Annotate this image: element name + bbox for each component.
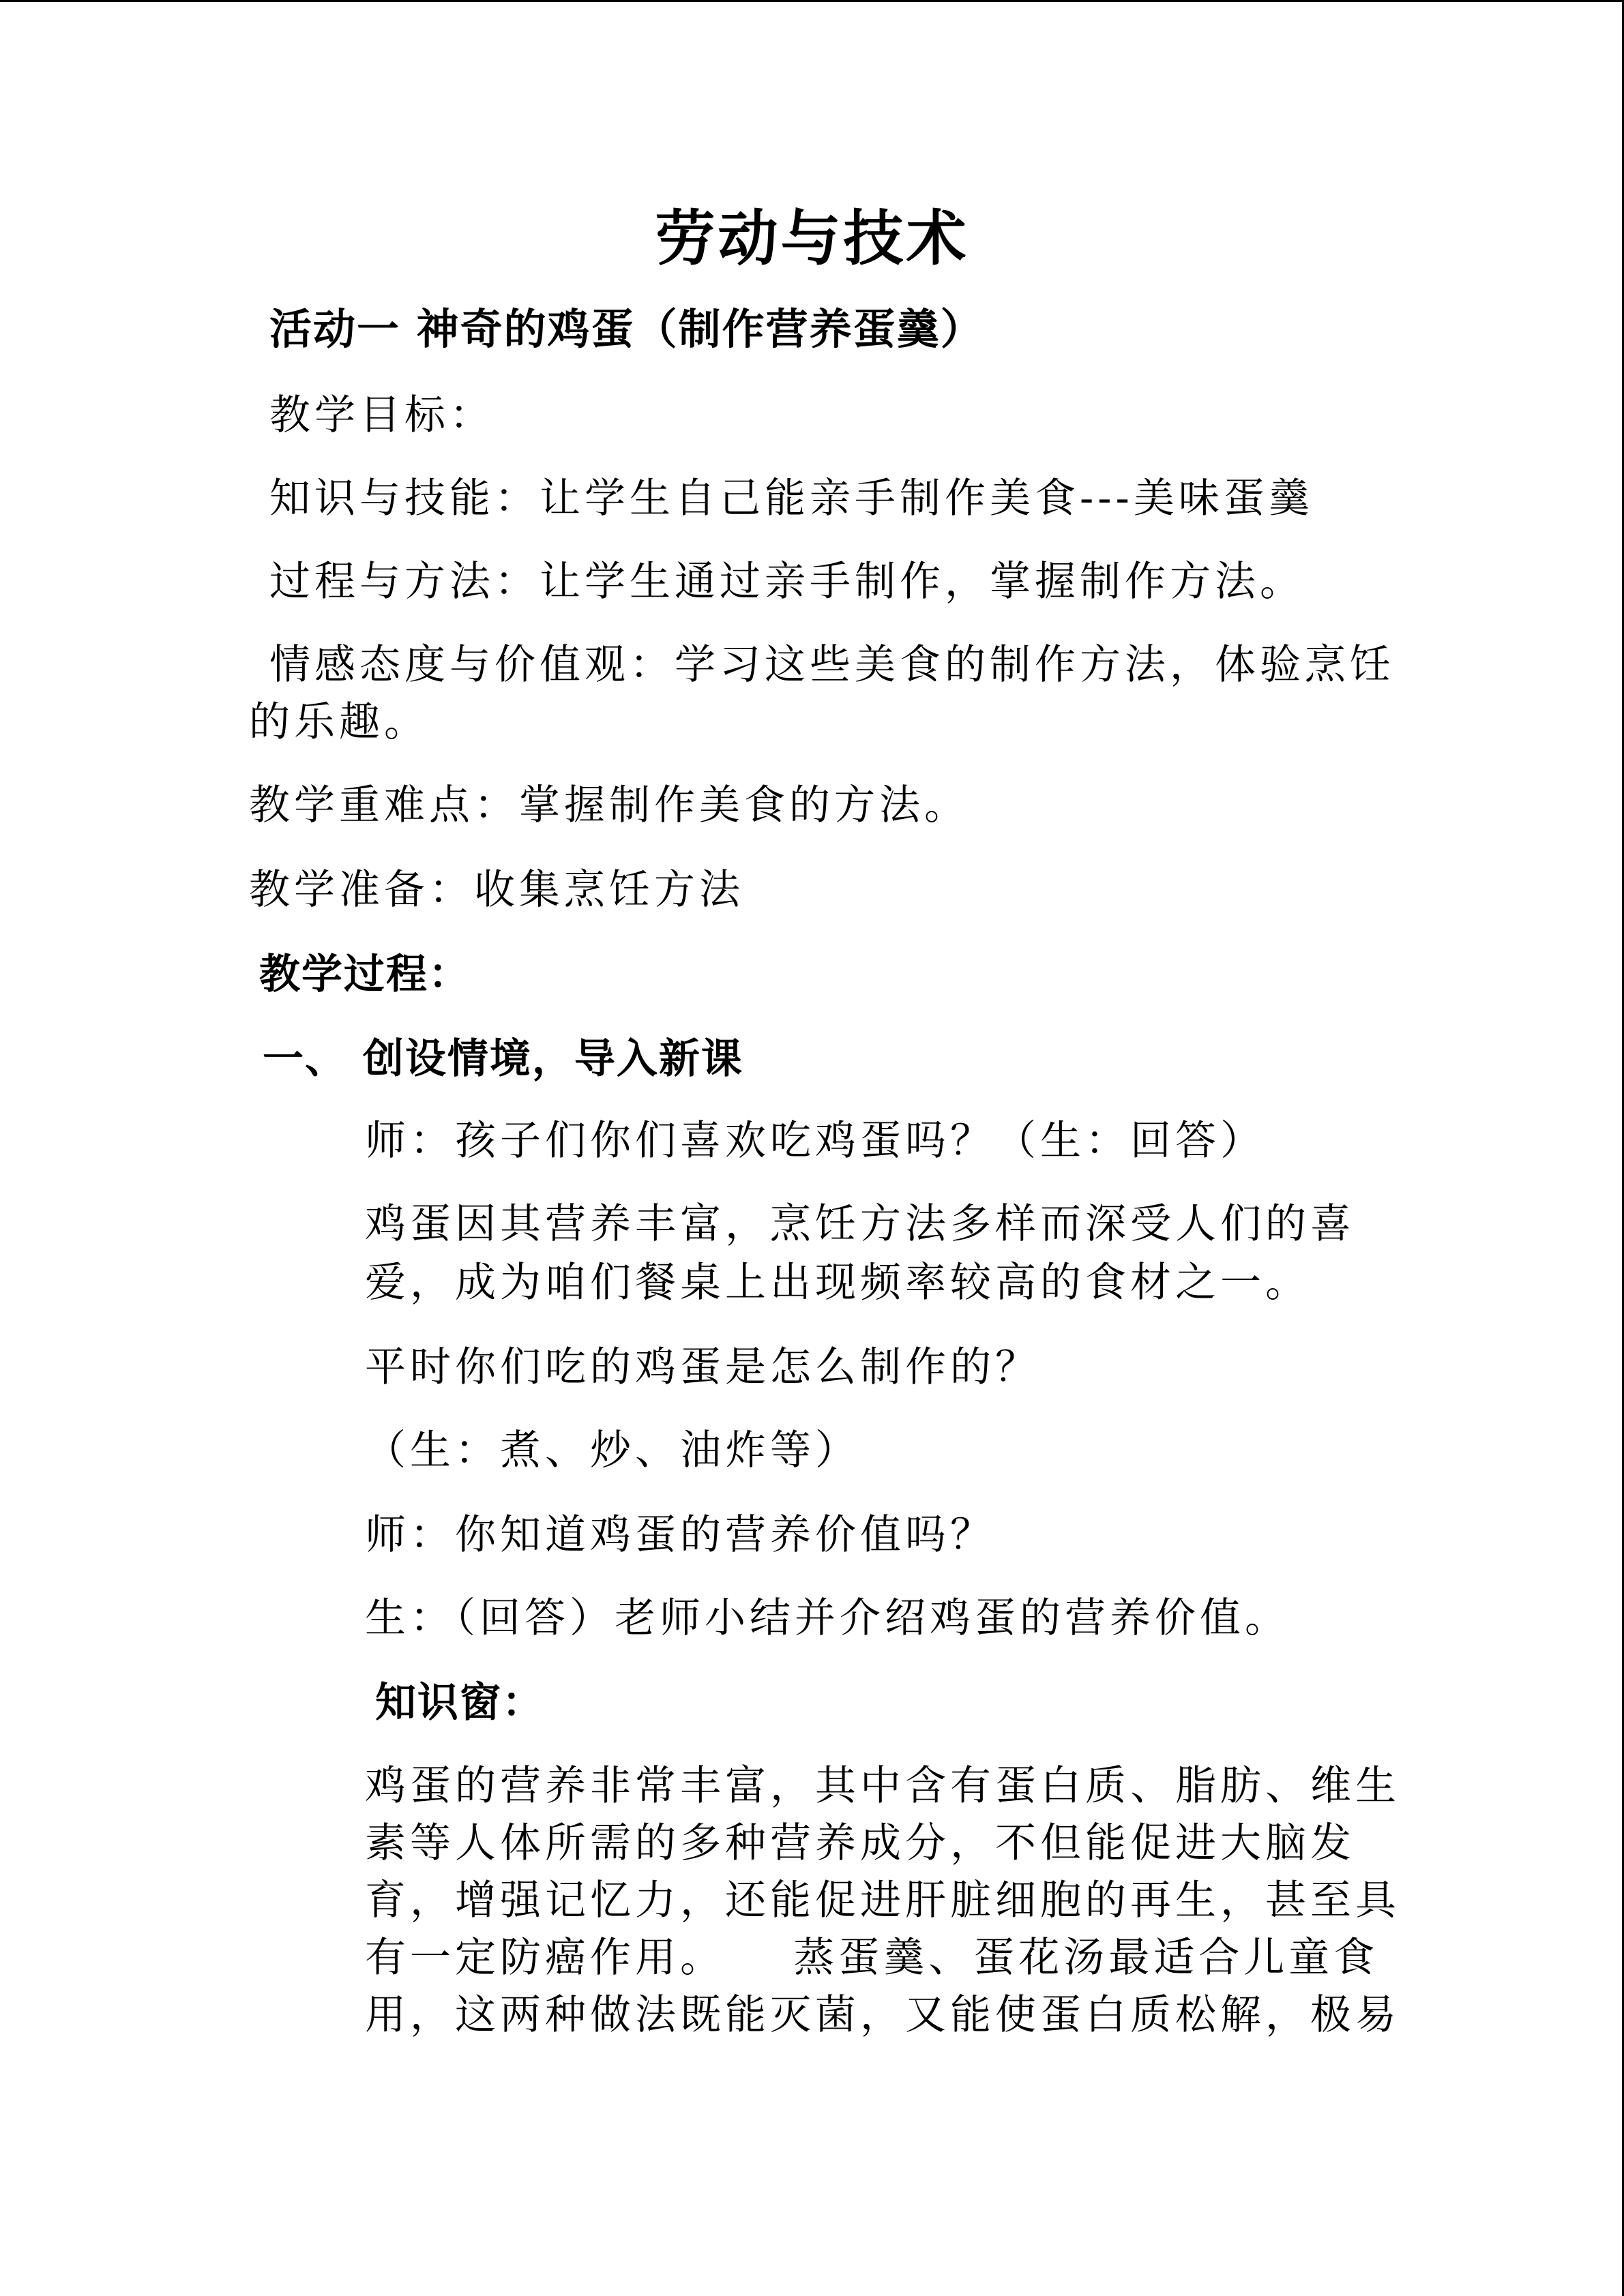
usual-cooking-question: 平时你们吃的鸡蛋是怎么制作的？ [365,1343,1040,1391]
section-one-heading: 一、 创设情境，导入新课 [263,1035,743,1083]
egg-intro-line-2: 爱，成为咱们餐桌上出现频率较高的食材之一。 [365,1259,1310,1307]
teacher-question-1: 师：孩子们你们喜欢吃鸡蛋吗？（生：回答） [365,1117,1265,1165]
knowledge-line-4: 有一定防癌作用。 蒸蛋羹、蛋花汤最适合儿童食 [365,1934,1379,1982]
key-difficulty-text: 教学重难点：掌握制作美食的方法。 [249,781,969,829]
emotion-values-line-1: 情感态度与价值观：学习这些美食的制作方法，体验烹饪 [269,641,1395,689]
document-title: 劳动与技术 [655,203,969,273]
page-top-border [0,0,1624,2]
egg-intro-line-1: 鸡蛋因其营养丰富，烹饪方法多样而深受人们的喜 [365,1200,1355,1248]
knowledge-line-1: 鸡蛋的营养非常丰富，其中含有蛋白质、脂肪、维生 [365,1762,1400,1810]
emotion-values-line-2: 的乐趣。 [249,698,429,746]
process-method-text: 过程与方法：让学生通过亲手制作，掌握制作方法。 [269,558,1305,606]
knowledge-line-5: 用，这两种做法既能灭菌，又能使蛋白质松解，极易 [365,1991,1400,2039]
student-answer-1: （生：煮、炒、油炸等） [365,1427,860,1474]
teacher-question-2: 师：你知道鸡蛋的营养价值吗？ [365,1511,995,1559]
objectives-label: 教学目标： [269,391,494,439]
preparation-text: 教学准备：收集烹饪方法 [249,866,744,914]
process-heading: 教学过程： [259,951,471,998]
student-answer-2: 生：（回答）老师小结并介绍鸡蛋的营养价值。 [365,1594,1290,1642]
knowledge-line-2: 素等人体所需的多种营养成分，不但能促进大脑发 [365,1819,1355,1867]
knowledge-window-heading: 知识窗： [375,1679,544,1727]
knowledge-line-3: 育，增强记忆力，还能促进肝脏细胞的再生，甚至具 [365,1877,1400,1924]
activity-heading: 活动一 神奇的鸡蛋（制作营养蛋羹） [269,304,984,354]
knowledge-skills-text: 知识与技能：让学生自己能亲手制作美食---美味蛋羹 [269,475,1314,522]
